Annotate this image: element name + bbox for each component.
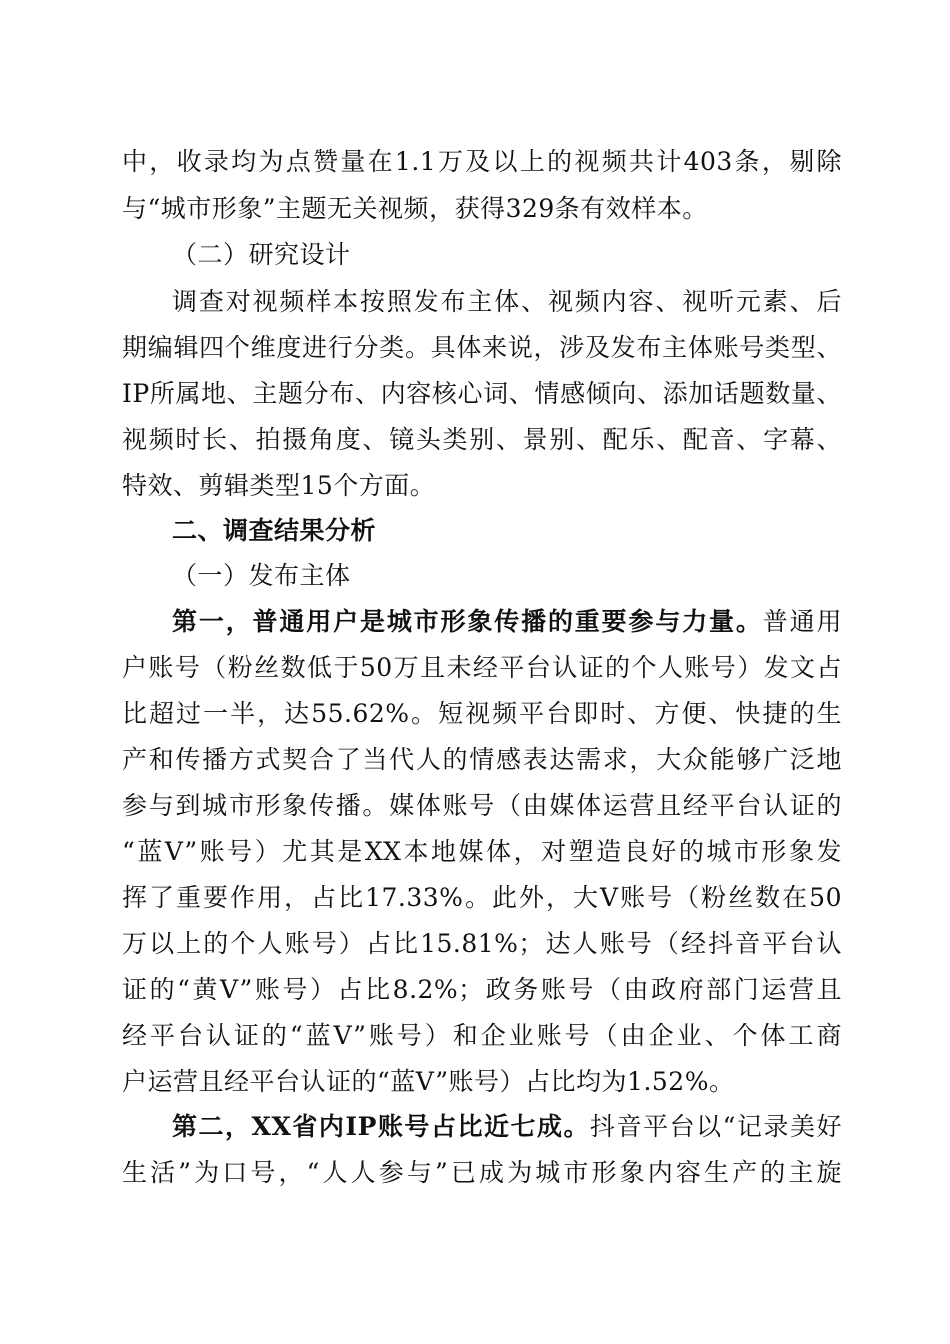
body-text-line: 比超过一半，达55.62%。短视频平台即时、方便、快捷的生 bbox=[122, 699, 842, 728]
bold-lead-sentence: 第一，普通用户是城市形象传播的重要参与力量。 bbox=[172, 607, 763, 636]
paragraph-first-line bbox=[172, 1114, 842, 1139]
body-text-line: 调查对视频样本按照发布主体、视频内容、视听元素、后 bbox=[172, 287, 842, 316]
body-text-line: 视频时长、拍摄角度、镜头类别、景别、配乐、配音、字幕、 bbox=[122, 425, 842, 454]
body-text-line: 参与到城市形象传播。媒体账号（由媒体运营且经平台认证的 bbox=[122, 791, 842, 820]
body-text-line: IP所属地、主题分布、内容核心词、情感倾向、添加话题数量、 bbox=[122, 379, 842, 408]
body-text-line: 万以上的个人账号）占比15.81%；达人账号（经抖音平台认 bbox=[122, 929, 842, 958]
section-heading: （一）发布主体 bbox=[172, 561, 351, 590]
body-text-fragment: 普通用 bbox=[762, 607, 842, 636]
body-text-line: 挥了重要作用，占比17.33%。此外，大V账号（粉丝数在50 bbox=[122, 883, 842, 912]
paragraph-first-line bbox=[172, 609, 842, 634]
body-text-line: 与“城市形象”主题无关视频，获得329条有效样本。 bbox=[122, 194, 708, 223]
body-text-line: 经平台认证的“蓝V”账号）和企业账号（由企业、个体工商 bbox=[122, 1021, 842, 1050]
body-text-fragment: 抖音平台以“记录美好 bbox=[590, 1112, 842, 1141]
body-text-line: 户账号（粉丝数低于50万且未经平台认证的个人账号）发文占 bbox=[122, 653, 842, 682]
body-text-line: 户运营且经平台认证的“蓝V”账号）占比均为1.52%。 bbox=[122, 1067, 735, 1096]
body-text-line: 中，收录均为点赞量在1.1万及以上的视频共计403条，剔除 bbox=[122, 147, 842, 176]
body-text-line: 期编辑四个维度进行分类。具体来说，涉及发布主体账号类型、 bbox=[122, 333, 842, 362]
body-text-line: “蓝V”账号）尤其是XX本地媒体，对塑造良好的城市形象发 bbox=[122, 837, 842, 866]
section-heading: （二）研究设计 bbox=[172, 240, 351, 269]
bold-lead-sentence: 第二，XX省内IP账号占比近七成。 bbox=[172, 1112, 591, 1141]
body-text-line: 特效、剪辑类型15个方面。 bbox=[122, 471, 436, 500]
body-text-line: 生活”为口号，“人人参与”已成为城市形象内容生产的主旋 bbox=[122, 1158, 842, 1187]
body-text-line: 证的“黄V”账号）占比8.2%；政务账号（由政府部门运营且 bbox=[122, 975, 842, 1004]
body-text-line: 产和传播方式契合了当代人的情感表达需求，大众能够广泛地 bbox=[122, 745, 842, 774]
chapter-heading: 二、调查结果分析 bbox=[172, 516, 377, 545]
